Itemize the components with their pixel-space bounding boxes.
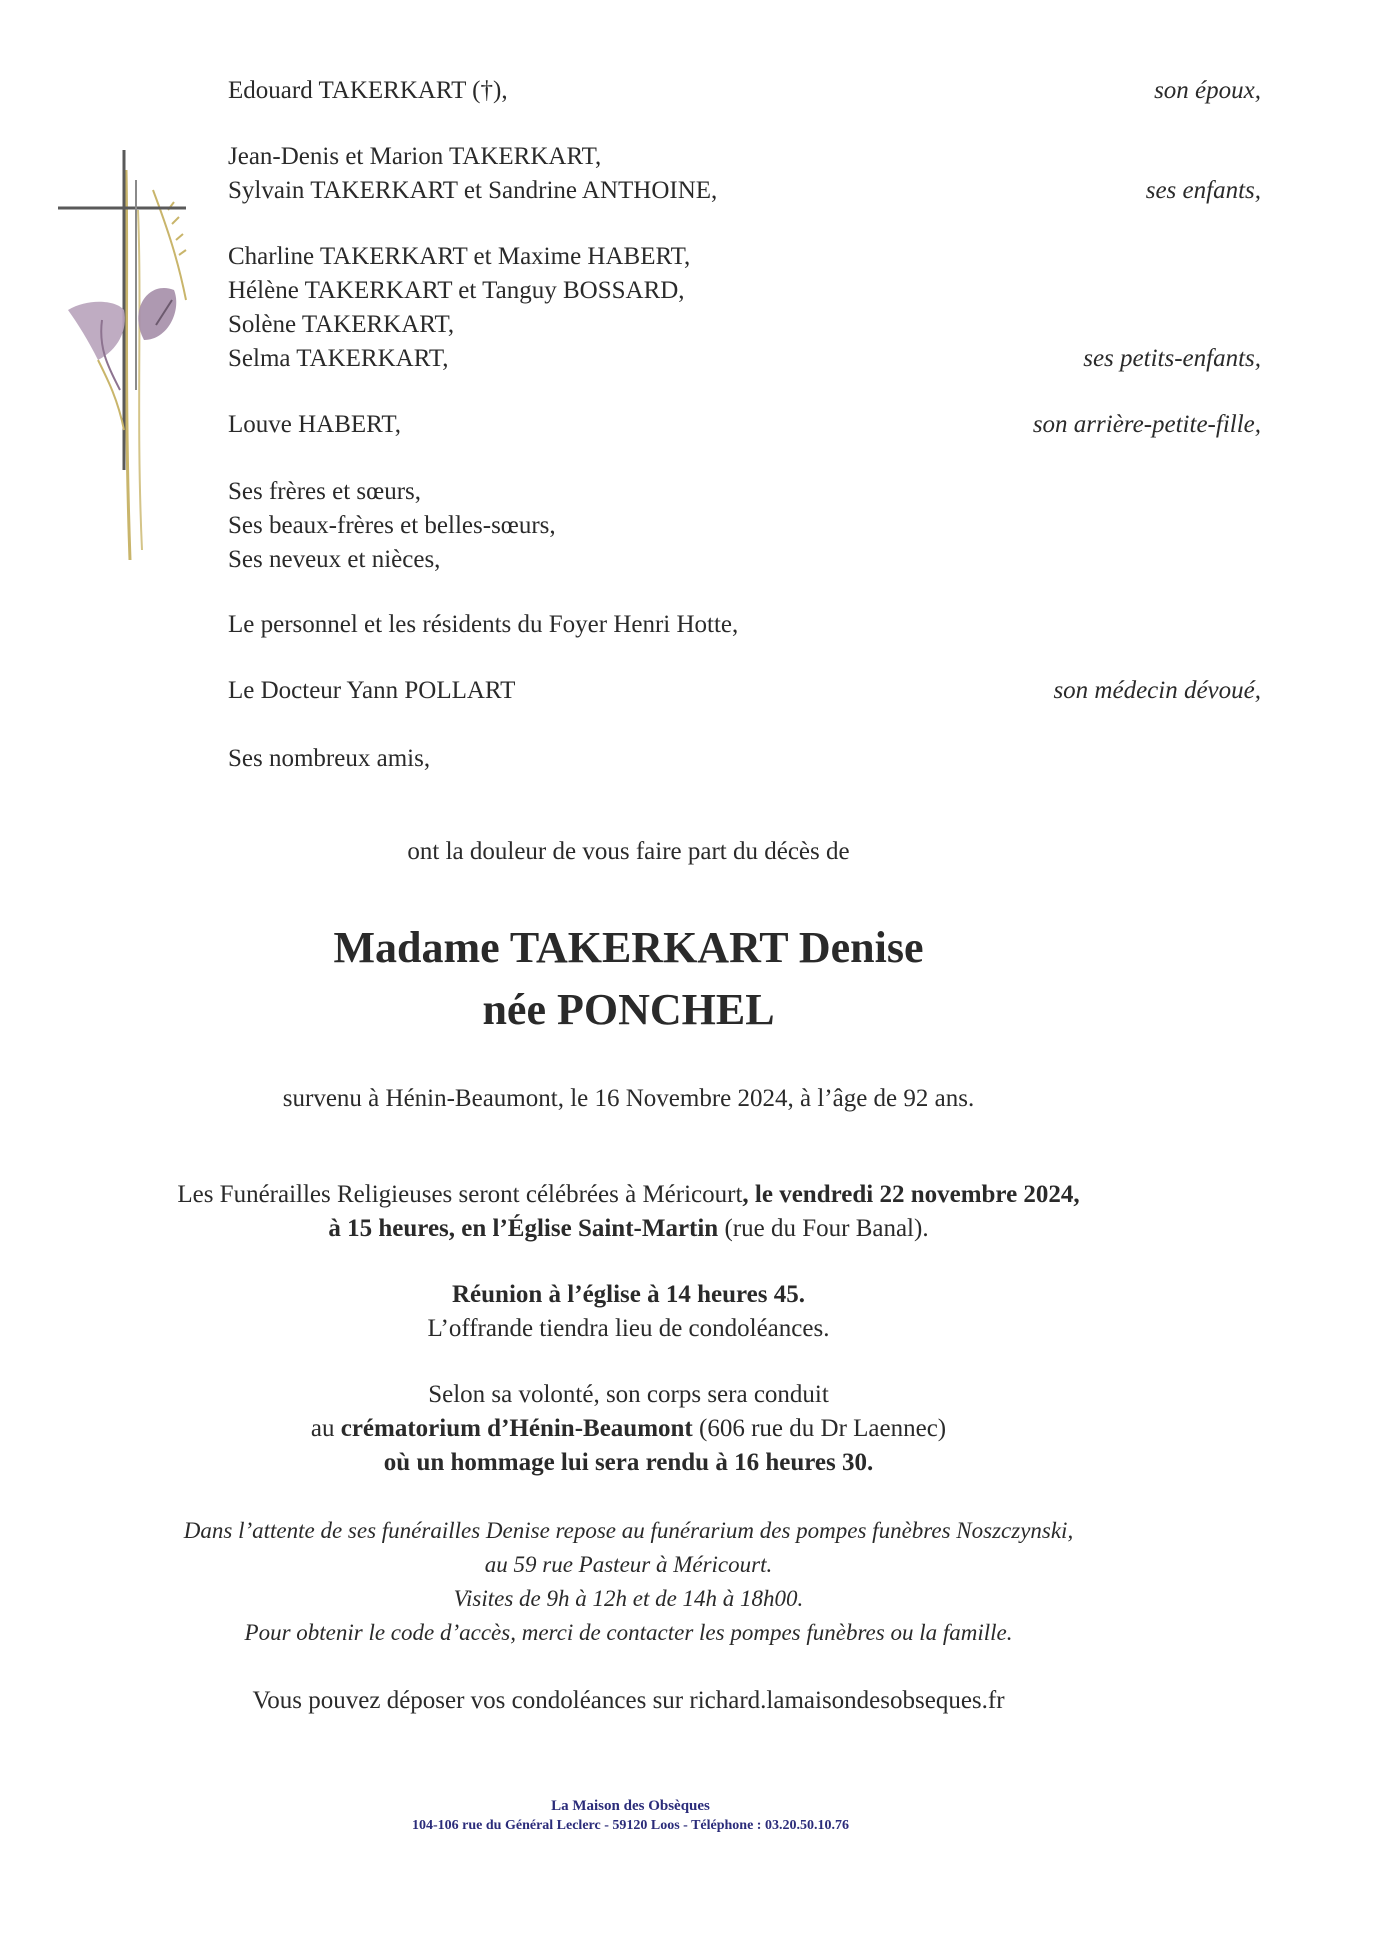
deceased-name: Madame TAKERKART Denise [333,923,924,972]
cremation-line-3: où un hommage lui sera rendu à 16 heures 30. [383,1449,874,1476]
funeral-line-1 [0,1178,1317,1212]
footer-company: La Maison des Obsèques [551,1798,710,1814]
funeral-address: (rue du Four Banal). [718,1215,929,1242]
crematorium-address: (606 rue du Dr Laennec) [692,1415,947,1442]
funeral-time-place: à 15 heures, en l’Église Saint-Martin [328,1215,719,1242]
rest-line-1: Dans l’attente de ses funérailles Denise repose au funérarium des pompes funèbres Noszczynski, [183,1518,1074,1543]
family-relation: ses enfants, [1145,177,1261,204]
footer-address: 104-106 rue du Général Leclerc - 59120 Loos - Téléphone : 03.20.50.10.76 [412,1818,849,1833]
funeral-line-1-text: Les Funérailles Religieuses seront célébrées à Méricourt [177,1181,743,1208]
family-relation: son médecin dévoué, [1053,677,1261,704]
family-relation: son époux, [1154,77,1261,104]
funeral-date: , le vendredi 22 novembre 2024, [742,1181,1080,1208]
family-name: Le Docteur Yann POLLART [228,677,516,704]
family-name: Louve HABERT, [228,411,402,438]
cremation-line-2 [0,1412,1317,1446]
footer [0,1796,1319,1836]
rest-line-4: Pour obtenir le code d’accès, merci de contacter les pompes funèbres ou la famille. [244,1620,1013,1645]
crematorium-name: crématorium d’Hénin-Beaumont [340,1415,693,1442]
cross-flower-emblem [58,150,198,570]
condolences-text: Vous pouvez déposer vos condoléances sur richard.lamaisondesobseques.fr [252,1687,1005,1714]
family-name: Ses nombreux amis, [228,745,431,772]
family-name: Hélène TAKERKART et Tanguy BOSSARD, [228,277,685,304]
family-name: Le personnel et les résidents du Foyer Henri Hotte, [228,611,739,638]
deceased-maiden-name: née PONCHEL [482,985,775,1034]
offrande-text: L’offrande tiendra lieu de condoléances. [427,1315,830,1342]
death-info: survenu à Hénin-Beaumont, le 16 Novembre 2024, à l’âge de 92 ans. [282,1085,975,1112]
family-name: Selma TAKERKART, [228,345,449,372]
family-relation: son arrière-petite-fille, [1032,411,1261,438]
funeral-line-2 [0,1212,1317,1246]
family-name: Edouard TAKERKART (†), [228,77,508,104]
cremation-prefix: au [310,1415,341,1442]
family-name: Ses neveux et nièces, [228,546,441,573]
announcement-text: ont la douleur de vous faire part du décès de [407,838,850,865]
family-name: Ses beaux-frères et belles-sœurs, [228,512,556,539]
family-name: Sylvain TAKERKART et Sandrine ANTHOINE, [228,177,718,204]
family-name: Ses frères et sœurs, [228,478,422,505]
family-relation: ses petits-enfants, [1083,345,1261,372]
cremation-line-1: Selon sa volonté, son corps sera conduit [428,1381,829,1408]
reunion-text: Réunion à l’église à 14 heures 45. [451,1281,805,1308]
family-name: Jean-Denis et Marion TAKERKART, [228,143,602,170]
rest-line-2: au 59 rue Pasteur à Méricourt. [484,1552,773,1577]
rest-line-3: Visites de 9h à 12h et de 14h à 18h00. [453,1586,804,1611]
family-name: Solène TAKERKART, [228,311,455,338]
family-name: Charline TAKERKART et Maxime HABERT, [228,243,691,270]
